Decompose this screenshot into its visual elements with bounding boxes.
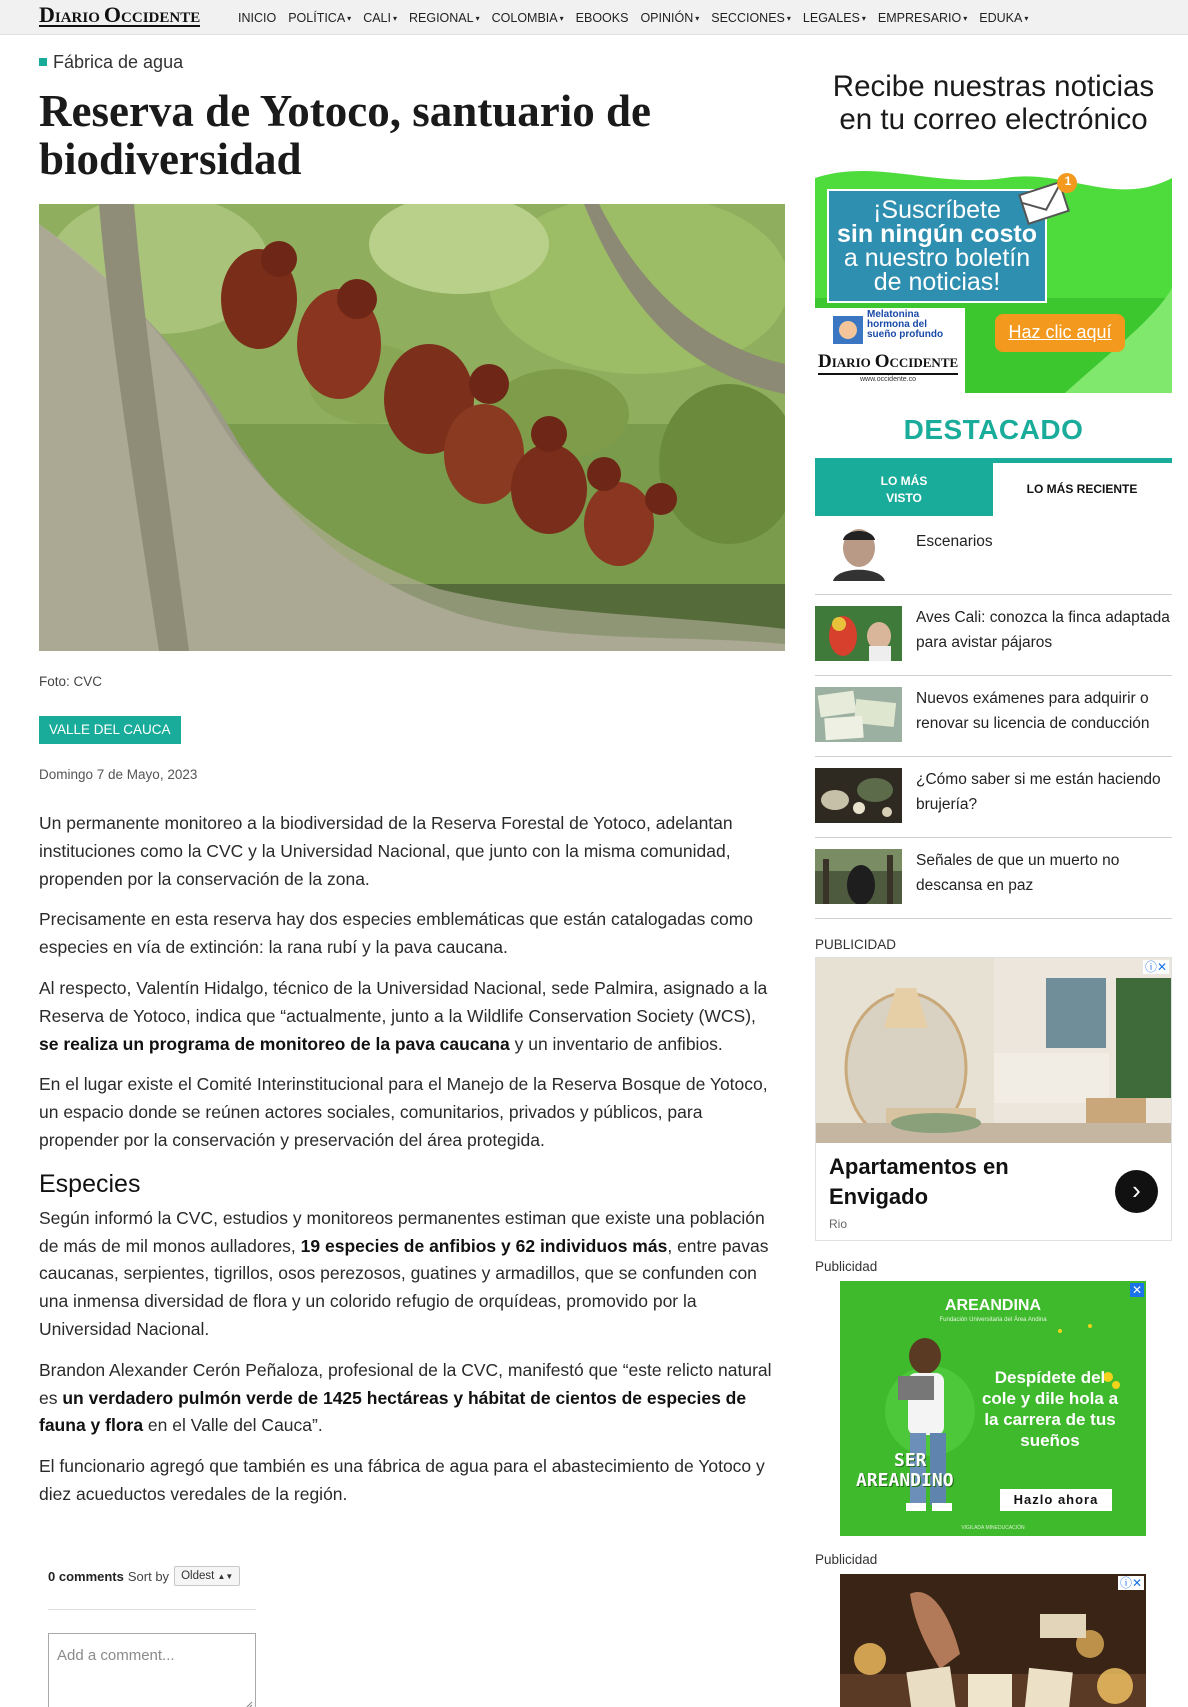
- article-hero-image: [39, 204, 785, 651]
- sort-value: Oldest: [181, 1570, 215, 1582]
- photo-caption: Foto: CVC: [39, 674, 103, 689]
- ghost-thumb: [815, 849, 902, 904]
- mini-headline-line: Melatonina: [867, 309, 920, 320]
- nav-item-label: COLOMBIA: [491, 10, 558, 25]
- mini-headline-line: hormona del: [867, 319, 928, 330]
- nav-item-label: SECCIONES: [711, 10, 785, 25]
- ad-headline: Despídete del cole y dile hola a la carrera de tus sueños: [981, 1368, 1119, 1450]
- licenses-thumb: [815, 687, 902, 742]
- nav-item-colombia[interactable]: [492, 11, 564, 25]
- sort-select[interactable]: [174, 1566, 240, 1586]
- nav-item-secciones[interactable]: [711, 11, 791, 25]
- nav-item-inicio[interactable]: [238, 11, 276, 25]
- paragraph: Precisamente en esta reserva hay dos especies emblemáticas que están catalogadas como especies en vía de extinción: la rana rubí y la pava caucana.: [39, 909, 754, 958]
- tab-label: LO MÁS RECIENTE: [1026, 482, 1138, 496]
- paragraph-text: y un inventario de anfibios.: [509, 1033, 723, 1054]
- news-thumbnail: [815, 526, 902, 581]
- article-body: [39, 810, 779, 1522]
- logo-word: IARIO: [831, 355, 871, 370]
- tab-label: LO MÁS VISTO: [880, 473, 928, 505]
- article-kicker: [39, 50, 785, 74]
- ad-title: Apartamentos en Envigado: [829, 1154, 1009, 1209]
- caret-down-icon: ▾: [695, 13, 700, 23]
- site-logo[interactable]: [39, 3, 200, 27]
- news-title: Nuevos exámenes para adquirir o renovar su licencia de conducción: [916, 690, 1150, 732]
- paragraph: En el lugar existe el Comité Interinstitucional para el Manejo de la Reserva Bosque de Yotoco, un espacio donde se reúnen actores sociales, comunitarios, privados y públicos, para propender por la conservación y preservación del área protegida.: [39, 1074, 768, 1150]
- paragraph: [39, 1205, 779, 1344]
- main-menu: [238, 0, 1040, 35]
- list-item[interactable]: [815, 757, 1172, 838]
- nav-item-label: REGIONAL: [409, 10, 474, 25]
- newsletter-cta[interactable]: Haz clic aquí: [1008, 322, 1112, 342]
- news-thumbnail: [815, 768, 902, 823]
- article: [39, 50, 785, 1504]
- paragraph-bold: se realiza un programa de monitoreo de la pava caucana: [39, 1033, 510, 1054]
- howler-monkeys-photo: [39, 204, 785, 651]
- comment-input[interactable]: [48, 1633, 256, 1707]
- caret-down-icon: ▾: [392, 13, 397, 23]
- paragraph-text: Al respecto, Valentín Hidalgo, técnico de la Universidad Nacional, sede Palmira, asignado a la Reserva de Yotoco, indica que “actualmente, junto a la Wildlife Conservation Society (WCS),: [39, 977, 768, 1026]
- news-thumbnail: [815, 606, 902, 661]
- chevron-right-icon[interactable]: ›: [1115, 1170, 1158, 1213]
- list-item[interactable]: [815, 522, 1172, 595]
- comments-header: [48, 1563, 288, 1589]
- ad-tarot[interactable]: [840, 1574, 1146, 1707]
- slogan-line: SER: [894, 1450, 927, 1471]
- notification-badge: 1: [1064, 174, 1072, 188]
- list-item[interactable]: [815, 595, 1172, 676]
- nav-item-cali[interactable]: [363, 11, 397, 25]
- adchoices-icon[interactable]: ⓘ✕: [1119, 1576, 1142, 1590]
- ad-footer: VIGILADA MINEDUCACIÓN: [961, 1525, 1025, 1531]
- apartment-photo: [816, 958, 1172, 1143]
- ad-label: PUBLICIDAD: [815, 937, 897, 952]
- adchoices-icon[interactable]: ⓘ✕: [1144, 960, 1167, 974]
- news-title: ¿Cómo saber si me están haciendo brujería?: [916, 771, 1161, 813]
- news-title: Señales de que un muerto no descansa en paz: [916, 852, 1120, 894]
- region-tag[interactable]: VALLE DEL CAUCA: [39, 716, 181, 744]
- banner-line: sin ningún costo: [837, 220, 1037, 248]
- news-thumbnail: [815, 687, 902, 742]
- comments-plugin: [48, 1563, 288, 1707]
- comments-count: 0 comments: [48, 1568, 124, 1584]
- caret-down-icon: ▾: [475, 13, 480, 23]
- nav-item-label: LEGALES: [802, 10, 860, 25]
- caret-down-icon: ▾: [1024, 13, 1029, 23]
- tab-most-recent[interactable]: [993, 463, 1171, 516]
- witchcraft-thumb: [815, 768, 902, 823]
- logo-word: CCIDENTE: [121, 10, 201, 26]
- ad-source: Rio: [829, 1217, 848, 1231]
- mini-headline: [867, 310, 943, 340]
- news-list: [815, 522, 1172, 919]
- nav-item-regional[interactable]: [409, 11, 480, 25]
- ad-slogan: [856, 1451, 954, 1491]
- news-title: Aves Cali: conozca la finca adaptada para avistar pájaros: [916, 609, 1170, 651]
- nav-item-label: CALI: [363, 10, 391, 25]
- paragraph-text: Brandon Alexander Cerón Peñaloza, profesional de la CVC, manifestó que “este relicto natural es: [39, 1359, 772, 1408]
- nav-item-label: EMPRESARIO: [877, 10, 962, 25]
- nav-item-ebooks[interactable]: [576, 11, 629, 25]
- nav-item-empresario[interactable]: [878, 11, 967, 25]
- newsletter-banner[interactable]: [815, 148, 1172, 393]
- resize-grip-icon[interactable]: [243, 1700, 253, 1707]
- nav-item-label: INICIO: [238, 10, 277, 25]
- ad-label: Publicidad: [815, 1259, 878, 1274]
- kicker-text: Fábrica de agua: [53, 51, 184, 72]
- section-title: DESTACADO: [903, 414, 1084, 445]
- sort-label: Sort by: [127, 1568, 170, 1584]
- news-thumbnail: [815, 849, 902, 904]
- paragraph: El funcionario agregó que también es una fábrica de agua para el abastecimiento de Yotoco y diez acueductos veredales de la región.: [39, 1456, 765, 1504]
- logo-word: CCIDENTE: [889, 355, 959, 370]
- tab-most-viewed[interactable]: [815, 463, 993, 516]
- logo-letter: O: [874, 351, 890, 372]
- nav-item-opinion[interactable]: [640, 11, 699, 25]
- ad-brand-sub: Fundación Universitaria del Área Andina: [939, 1317, 1047, 1323]
- nav-item-eduka[interactable]: [979, 11, 1028, 25]
- kicker-square-icon: [39, 58, 47, 66]
- caret-down-icon: ▾: [347, 13, 352, 23]
- logo-letter: D: [818, 351, 832, 372]
- banner-logo: [818, 352, 958, 375]
- logo-letter: D: [39, 2, 55, 27]
- nav-item-label: POLÍTICA: [288, 10, 346, 25]
- news-tabs: [815, 458, 1172, 516]
- tarot-cards-photo: [840, 1574, 1146, 1707]
- caret-down-icon: ▾: [963, 13, 968, 23]
- slogan-line: AREANDINO: [856, 1470, 954, 1491]
- logo-word: IARIO: [54, 10, 100, 26]
- top-navbar: [0, 0, 1188, 35]
- comment-placeholder: Add a comment...: [57, 1647, 175, 1664]
- close-ad-icon[interactable]: ✕: [1131, 1283, 1142, 1297]
- list-item[interactable]: [815, 676, 1172, 757]
- paragraph-bold: 19 especies de anfibios y 62 individuos más: [300, 1235, 668, 1256]
- paragraph-text: en el Valle del Cauca”.: [143, 1415, 323, 1436]
- newsletter-banner-copy: [828, 198, 1046, 294]
- paragraph: [39, 1357, 779, 1440]
- updown-icon: ▲▼: [217, 1572, 234, 1581]
- ad-brand: AREANDINA: [945, 1297, 1041, 1314]
- ad-label: Publicidad: [815, 1552, 878, 1567]
- paragraph-text: Según informó la CVC, estudios y monitoreos permanentes estiman que existe una población de más de mil monos aulladores,: [39, 1207, 765, 1256]
- paragraph-text: , entre pavas caucanas, serpientes, tigrillos, osos perezosos, guatines y armadillos, que se confunden con una inmensa diversidad de flora y un colorido refugio de orquídeas, promovido por la Universidad Nacional.: [39, 1235, 769, 1339]
- nav-item-label: EDUKA: [979, 10, 1023, 25]
- nav-item-label: EBOOKS: [575, 10, 629, 25]
- logo-letter: O: [103, 2, 122, 27]
- article-date: Domingo 7 de Mayo, 2023: [39, 767, 198, 782]
- caret-down-icon: ▾: [786, 13, 791, 23]
- nav-item-politica[interactable]: [288, 11, 351, 25]
- birds-thumb: [815, 606, 902, 661]
- paragraph: [39, 975, 779, 1058]
- nav-item-label: OPINIÓN: [640, 10, 694, 25]
- caret-down-icon: ▾: [861, 13, 866, 23]
- mini-headline-line: sueño profundo: [867, 329, 944, 340]
- article-title: Reserva de Yotoco, santuario de biodiversidad: [39, 86, 652, 184]
- ad-areandina[interactable]: [840, 1281, 1146, 1536]
- nav-item-legales[interactable]: [803, 11, 866, 25]
- divider: [48, 1609, 256, 1610]
- banner-line: de noticias!: [873, 268, 1001, 296]
- ad-apartments[interactable]: [815, 957, 1172, 1241]
- banner-line: ¡Suscríbete: [873, 196, 1001, 224]
- caret-down-icon: ▾: [559, 13, 564, 23]
- banner-url: www.occidente.co: [860, 376, 917, 383]
- paragraph-bold: un verdadero pulmón verde de 1425 hectáreas y hábitat de cientos de especies de fauna y flora: [39, 1387, 747, 1436]
- ad-cta[interactable]: Hazlo ahora: [1013, 1492, 1099, 1507]
- news-title: Escenarios: [916, 533, 993, 550]
- banner-line: a nuestro boletín: [843, 244, 1031, 272]
- list-item[interactable]: [815, 838, 1172, 919]
- newsletter-title: Recibe nuestras noticias en tu correo electrónico: [832, 70, 1155, 136]
- portrait-thumb: [815, 526, 902, 581]
- sidebar: [815, 70, 1172, 1590]
- section-heading: Especies: [39, 1169, 141, 1198]
- paragraph: Un permanente monitoreo a la biodiversidad de la Reserva Forestal de Yotoco, adelantan instituciones como la CVC y la Universidad Nacional, que junto con la misma comunidad, propenden por la conservación de la zona.: [39, 813, 733, 889]
